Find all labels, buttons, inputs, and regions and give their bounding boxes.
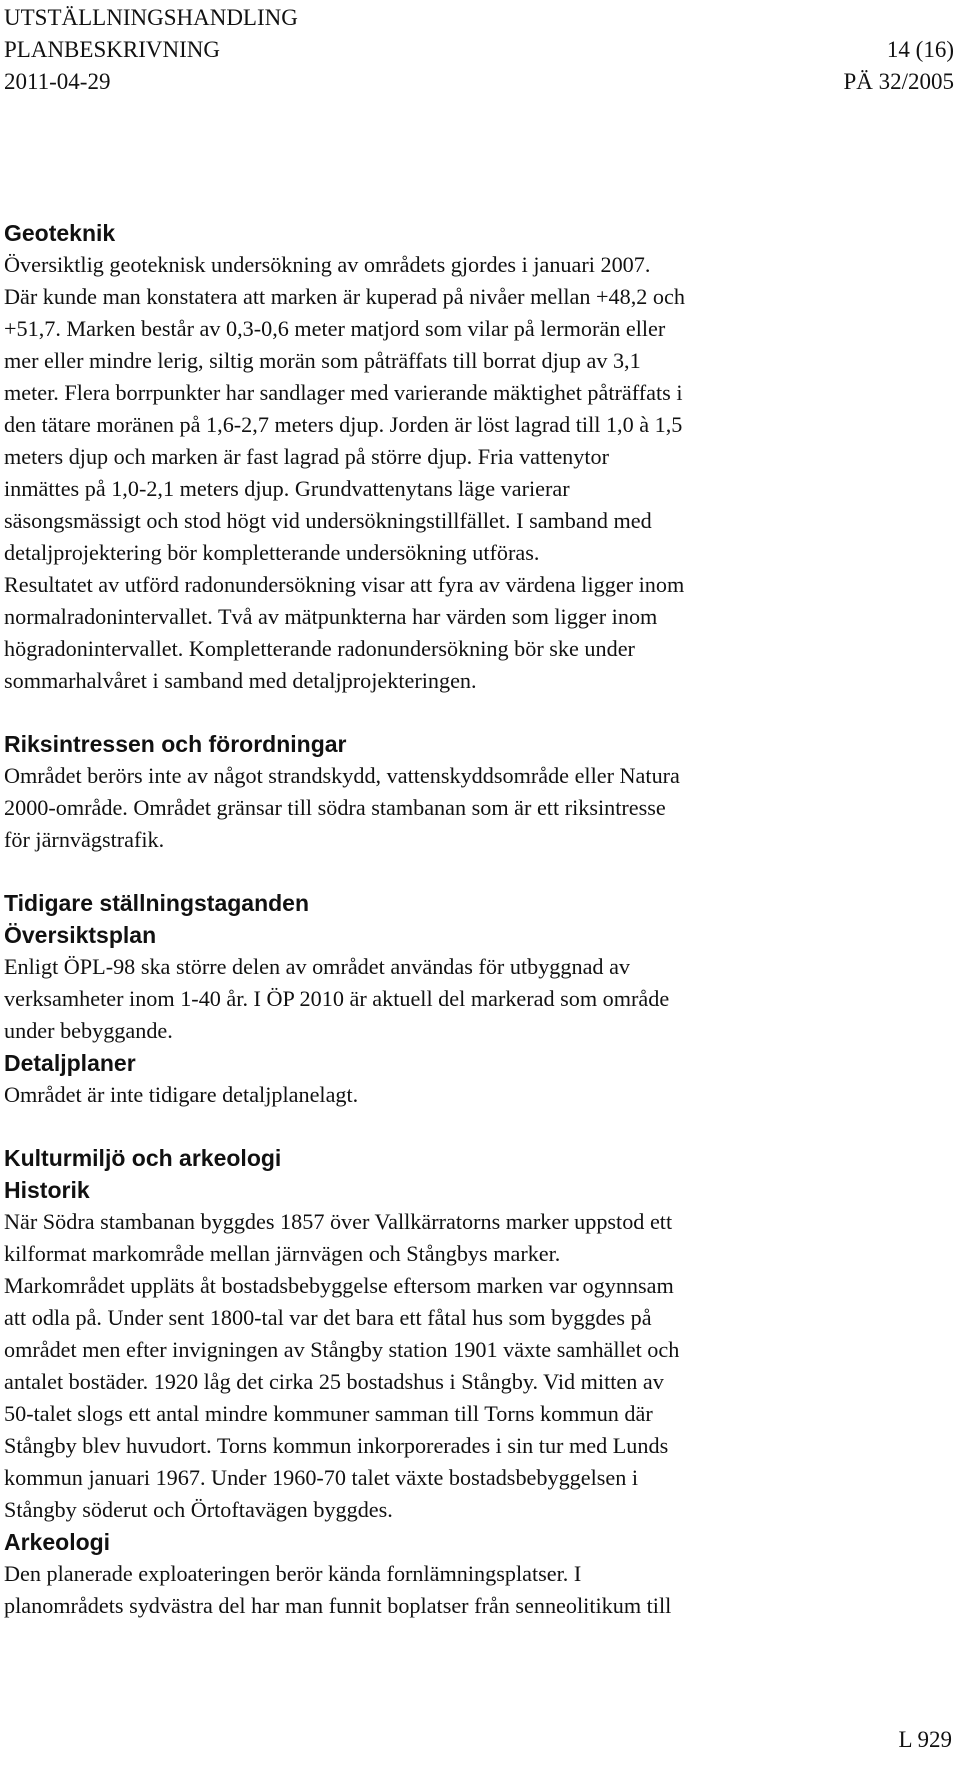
text-line: detaljprojektering bör kompletterande undersökning utföras. (4, 540, 540, 565)
subsection-heading: Historik (4, 1177, 90, 1203)
text-line: meters djup och marken är fast lagrad på större djup. Fria vattenytor (4, 444, 610, 469)
text-line: verksamheter inom 1-40 år. I ÖP 2010 är aktuell del markerad som område (4, 986, 670, 1011)
paragraph-detaljplaner (4, 1079, 952, 1111)
page-footer-code: L 929 (898, 1727, 952, 1752)
text-line: mer eller mindre lerig, siltig morän som påträffats till borrat djup av 3,1 (4, 348, 641, 373)
text-line: Området är inte tidigare detaljplanelagt. (4, 1082, 359, 1107)
header-page-number: 14 (16) (886, 37, 954, 62)
section-tidigare-stallningstaganden (4, 887, 952, 1111)
paragraph-arkeologi (4, 1558, 952, 1622)
header-date: 2011-04-29 (4, 69, 111, 94)
text-line: säsongsmässigt och stod högt vid undersökningstillfället. I samband med (4, 508, 652, 533)
header-reference: PÄ 32/2005 (843, 69, 954, 94)
text-line: inmättes på 1,0-2,1 meters djup. Grundvattenytans läge varierar (4, 476, 570, 501)
text-line: antalet bostäder. 1920 låg det cirka 25 bostadshus i Stångby. Vid mitten av (4, 1369, 664, 1394)
section-heading: Riksintressen och förordningar (4, 731, 347, 757)
text-line: normalradonintervallet. Två av mätpunkterna har värden som ligger inom (4, 604, 658, 629)
paragraph-riksintressen (4, 760, 952, 856)
text-line: kilformat markområde mellan järnvägen och Stångbys marker. (4, 1241, 561, 1266)
text-line: När Södra stambanan byggdes 1857 över Vallkärratorns marker uppstod ett (4, 1209, 673, 1234)
text-line: Området berörs inte av något strandskydd, vattenskyddsområde eller Natura (4, 763, 680, 788)
text-line: Där kunde man konstatera att marken är kuperad på nivåer mellan +48,2 och (4, 284, 685, 309)
section-heading: Tidigare ställningstaganden (4, 890, 310, 916)
text-line: kommun januari 1967. Under 1960-70 talet växte bostadsbebyggelsen i (4, 1465, 639, 1490)
spacer (4, 1111, 952, 1142)
section-heading: Kulturmiljö och arkeologi (4, 1145, 282, 1171)
paragraph-oversiktsplan (4, 951, 952, 1047)
text-line: meter. Flera borrpunkter har sandlager med varierande mäktighet påträffats i (4, 380, 683, 405)
header-row-1 (4, 2, 954, 34)
text-line: 2000-område. Området gränsar till södra stambanan som är ett riksintresse (4, 795, 666, 820)
header-row-2 (4, 34, 954, 66)
text-line: Översiktlig geoteknisk undersökning av områdets gjordes i januari 2007. (4, 252, 651, 277)
section-riksintressen (4, 728, 952, 856)
page-header (4, 2, 954, 98)
subsection-heading: Geoteknik (4, 220, 116, 246)
text-line: +51,7. Marken består av 0,3-0,6 meter matjord som vilar på lermorän eller (4, 316, 666, 341)
header-document-type: UTSTÄLLNINGSHANDLING (4, 5, 298, 30)
section-geoteknik (4, 217, 952, 697)
text-line: Enligt ÖPL-98 ska större delen av området användas för utbyggnad av (4, 954, 631, 979)
text-line: Den planerade exploateringen berör kända fornlämningsplatser. I (4, 1561, 582, 1586)
document-body (4, 217, 952, 1622)
text-line: för järnvägstrafik. (4, 827, 165, 852)
text-line: planområdets sydvästra del har man funnit boplatser från senneolitikum till (4, 1593, 672, 1618)
spacer (4, 856, 952, 887)
header-row-3 (4, 66, 954, 98)
text-line: Stångby söderut och Örtoftavägen byggdes. (4, 1497, 393, 1522)
text-line: högradonintervallet. Kompletterande radonundersökning bör ske under (4, 636, 635, 661)
text-line: Stångby blev huvudort. Torns kommun inkorporerades i sin tur med Lunds (4, 1433, 669, 1458)
paragraph-geoteknik (4, 249, 952, 697)
subsection-heading: Detaljplaner (4, 1050, 136, 1076)
text-line: under bebyggande. (4, 1018, 173, 1043)
section-kulturmiljo (4, 1142, 952, 1622)
text-line: området men efter invigningen av Stångby station 1901 växte samhället och (4, 1337, 680, 1362)
subsection-heading: Arkeologi (4, 1529, 111, 1555)
text-line: Markområdet uppläts åt bostadsbebyggelse eftersom marken var ogynnsam (4, 1273, 674, 1298)
spacer (4, 697, 952, 728)
text-line: den tätare moränen på 1,6-2,7 meters djup. Jorden är löst lagrad till 1,0 à 1,5 (4, 412, 683, 437)
paragraph-historik (4, 1206, 952, 1526)
text-line: att odla på. Under sent 1800-tal var det bara ett fåtal hus som byggdes på (4, 1305, 652, 1330)
text-line: Resultatet av utförd radonundersökning visar att fyra av värdena ligger inom (4, 572, 685, 597)
subsection-heading: Översiktsplan (4, 922, 157, 948)
text-line: 50-talet slogs ett antal mindre kommuner samman till Torns kommun där (4, 1401, 653, 1426)
text-line: sommarhalvåret i samband med detaljprojekteringen. (4, 668, 477, 693)
header-document-title: PLANBESKRIVNING (4, 37, 220, 62)
